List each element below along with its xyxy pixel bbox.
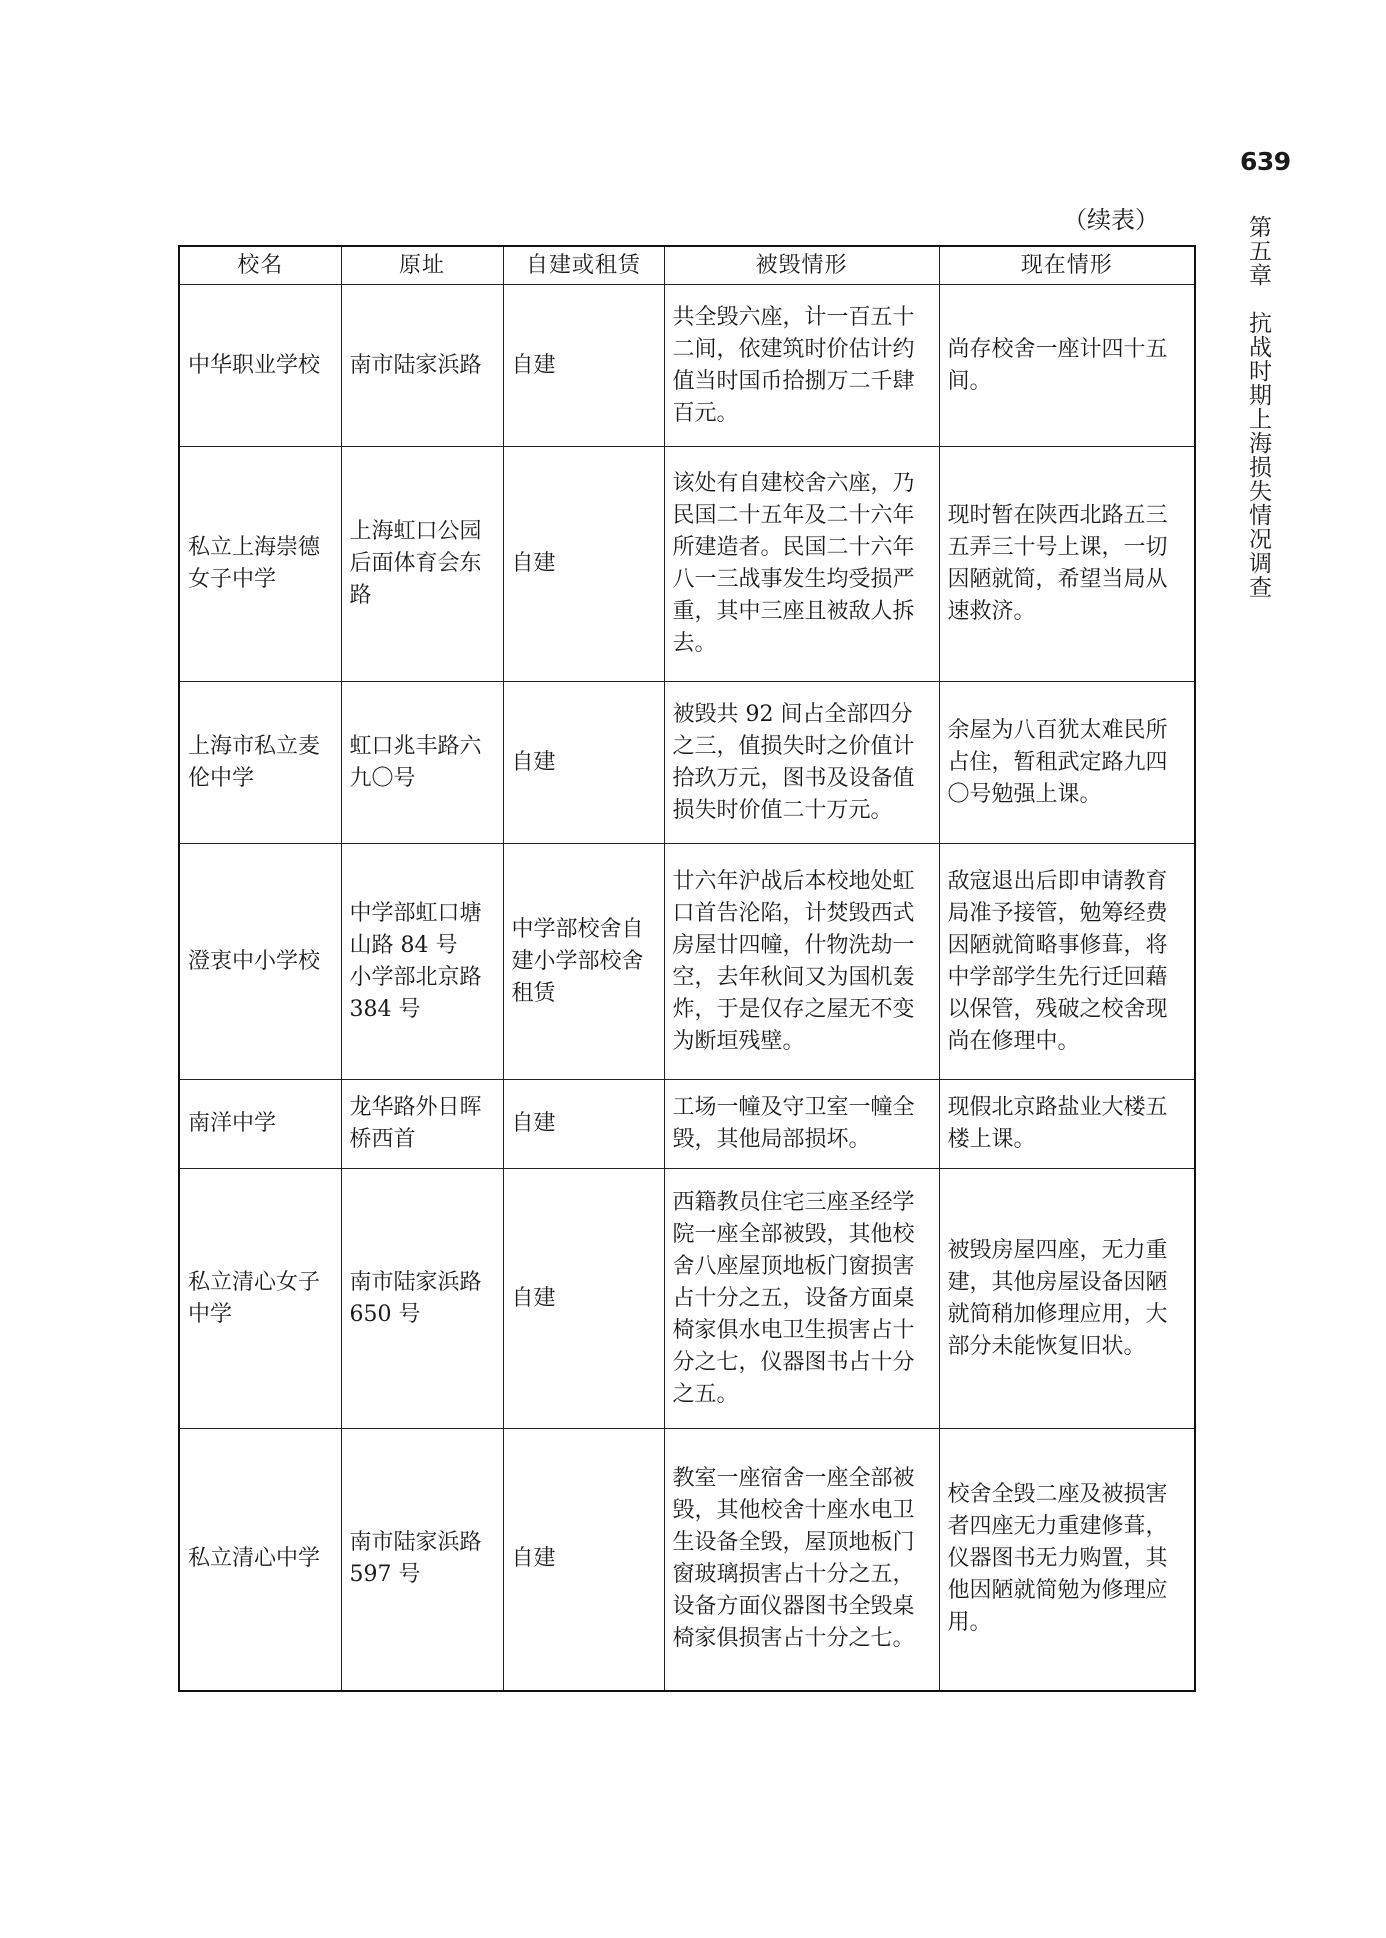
header-current-status: 现在情形	[939, 246, 1195, 285]
cell-school-name: 中华职业学校	[179, 285, 341, 447]
cell-current-status: 现时暂在陕西北路五三五弄三十号上课，一切因陋就简，希望当局从速救济。	[939, 447, 1195, 682]
cell-ownership: 自建	[503, 447, 664, 682]
cell-ownership: 自建	[503, 1169, 664, 1429]
cell-school-name: 私立清心中学	[179, 1429, 341, 1691]
cell-current-status: 现假北京路盐业大楼五楼上课。	[939, 1080, 1195, 1169]
cell-damage: 廿六年沪战后本校地处虹口首告沦陷，计焚毁西式房屋廿四幢，什物洗劫一空，去年秋间又为国机轰炸，于是仅存之屋无不变为断垣残壁。	[664, 844, 939, 1080]
cell-school-name: 南洋中学	[179, 1080, 341, 1169]
chapter-running-header: 第五章 抗战时期上海损失情况调查	[1245, 215, 1271, 599]
continued-table-label: （续表）	[1063, 206, 1159, 234]
cell-address: 南市陆家浜路 597 号	[341, 1429, 503, 1691]
cell-address: 中学部虹口塘山路 84 号 小学部北京路 384 号	[341, 844, 503, 1080]
header-ownership: 自建或租赁	[503, 246, 664, 285]
cell-ownership: 自建	[503, 1429, 664, 1691]
table-row	[179, 447, 1195, 682]
school-damage-table	[178, 245, 1196, 1692]
table-row	[179, 844, 1195, 1080]
table-row	[179, 1080, 1195, 1169]
cell-current-status: 余屋为八百犹太难民所占住，暂租武定路九四〇号勉强上课。	[939, 682, 1195, 844]
cell-current-status: 被毁房屋四座，无力重建，其他房屋设备因陋就简稍加修理应用，大部分未能恢复旧状。	[939, 1169, 1195, 1429]
cell-ownership: 自建	[503, 1080, 664, 1169]
cell-school-name: 私立清心女子中学	[179, 1169, 341, 1429]
cell-school-name: 私立上海崇德女子中学	[179, 447, 341, 682]
cell-school-name: 澄衷中小学校	[179, 844, 341, 1080]
cell-damage: 被毁共 92 间占全部四分之三，值损失时之价值计拾玖万元，图书及设备值损失时价值二十万元。	[664, 682, 939, 844]
page-number: 639	[1240, 147, 1291, 176]
table-header-row	[179, 246, 1195, 285]
header-school-name: 校名	[179, 246, 341, 285]
cell-damage: 教室一座宿舍一座全部被毁，其他校舍十座水电卫生设备全毁，屋顶地板门窗玻璃损害占十分之五，设备方面仪器图书全毁桌椅家俱损害占十分之七。	[664, 1429, 939, 1691]
cell-address: 上海虹口公园后面体育会东路	[341, 447, 503, 682]
cell-current-status: 尚存校舍一座计四十五间。	[939, 285, 1195, 447]
cell-address: 虹口兆丰路六九〇号	[341, 682, 503, 844]
table-row	[179, 1169, 1195, 1429]
cell-school-name: 上海市私立麦伦中学	[179, 682, 341, 844]
header-damage: 被毁情形	[664, 246, 939, 285]
cell-ownership: 自建	[503, 682, 664, 844]
cell-ownership: 自建	[503, 285, 664, 447]
cell-current-status: 敌寇退出后即申请教育局准予接管，勉筹经费因陋就简略事修葺，将中学部学生先行迁回藉以保管，残破之校舍现尚在修理中。	[939, 844, 1195, 1080]
table-row	[179, 682, 1195, 844]
cell-ownership: 中学部校舍自建小学部校舍租赁	[503, 844, 664, 1080]
cell-current-status: 校舍全毁二座及被损害者四座无力重建修葺，仪器图书无力购置，其他因陋就简勉为修理应用。	[939, 1429, 1195, 1691]
cell-address: 南市陆家浜路	[341, 285, 503, 447]
cell-damage: 该处有自建校舍六座，乃民国二十五年及二十六年所建造者。民国二十六年八一三战事发生均受损严重，其中三座且被敌人拆去。	[664, 447, 939, 682]
cell-address: 龙华路外日晖桥西首	[341, 1080, 503, 1169]
header-address: 原址	[341, 246, 503, 285]
cell-damage: 西籍教员住宅三座圣经学院一座全部被毁，其他校舍八座屋顶地板门窗损害占十分之五，设备方面桌椅家俱水电卫生损害占十分之七，仪器图书占十分之五。	[664, 1169, 939, 1429]
table-row	[179, 1429, 1195, 1691]
cell-address: 南市陆家浜路 650 号	[341, 1169, 503, 1429]
cell-damage: 工场一幢及守卫室一幢全毁，其他局部损坏。	[664, 1080, 939, 1169]
table-row	[179, 285, 1195, 447]
cell-damage: 共全毁六座，计一百五十二间，依建筑时价估计约值当时国币拾捌万二千肆百元。	[664, 285, 939, 447]
